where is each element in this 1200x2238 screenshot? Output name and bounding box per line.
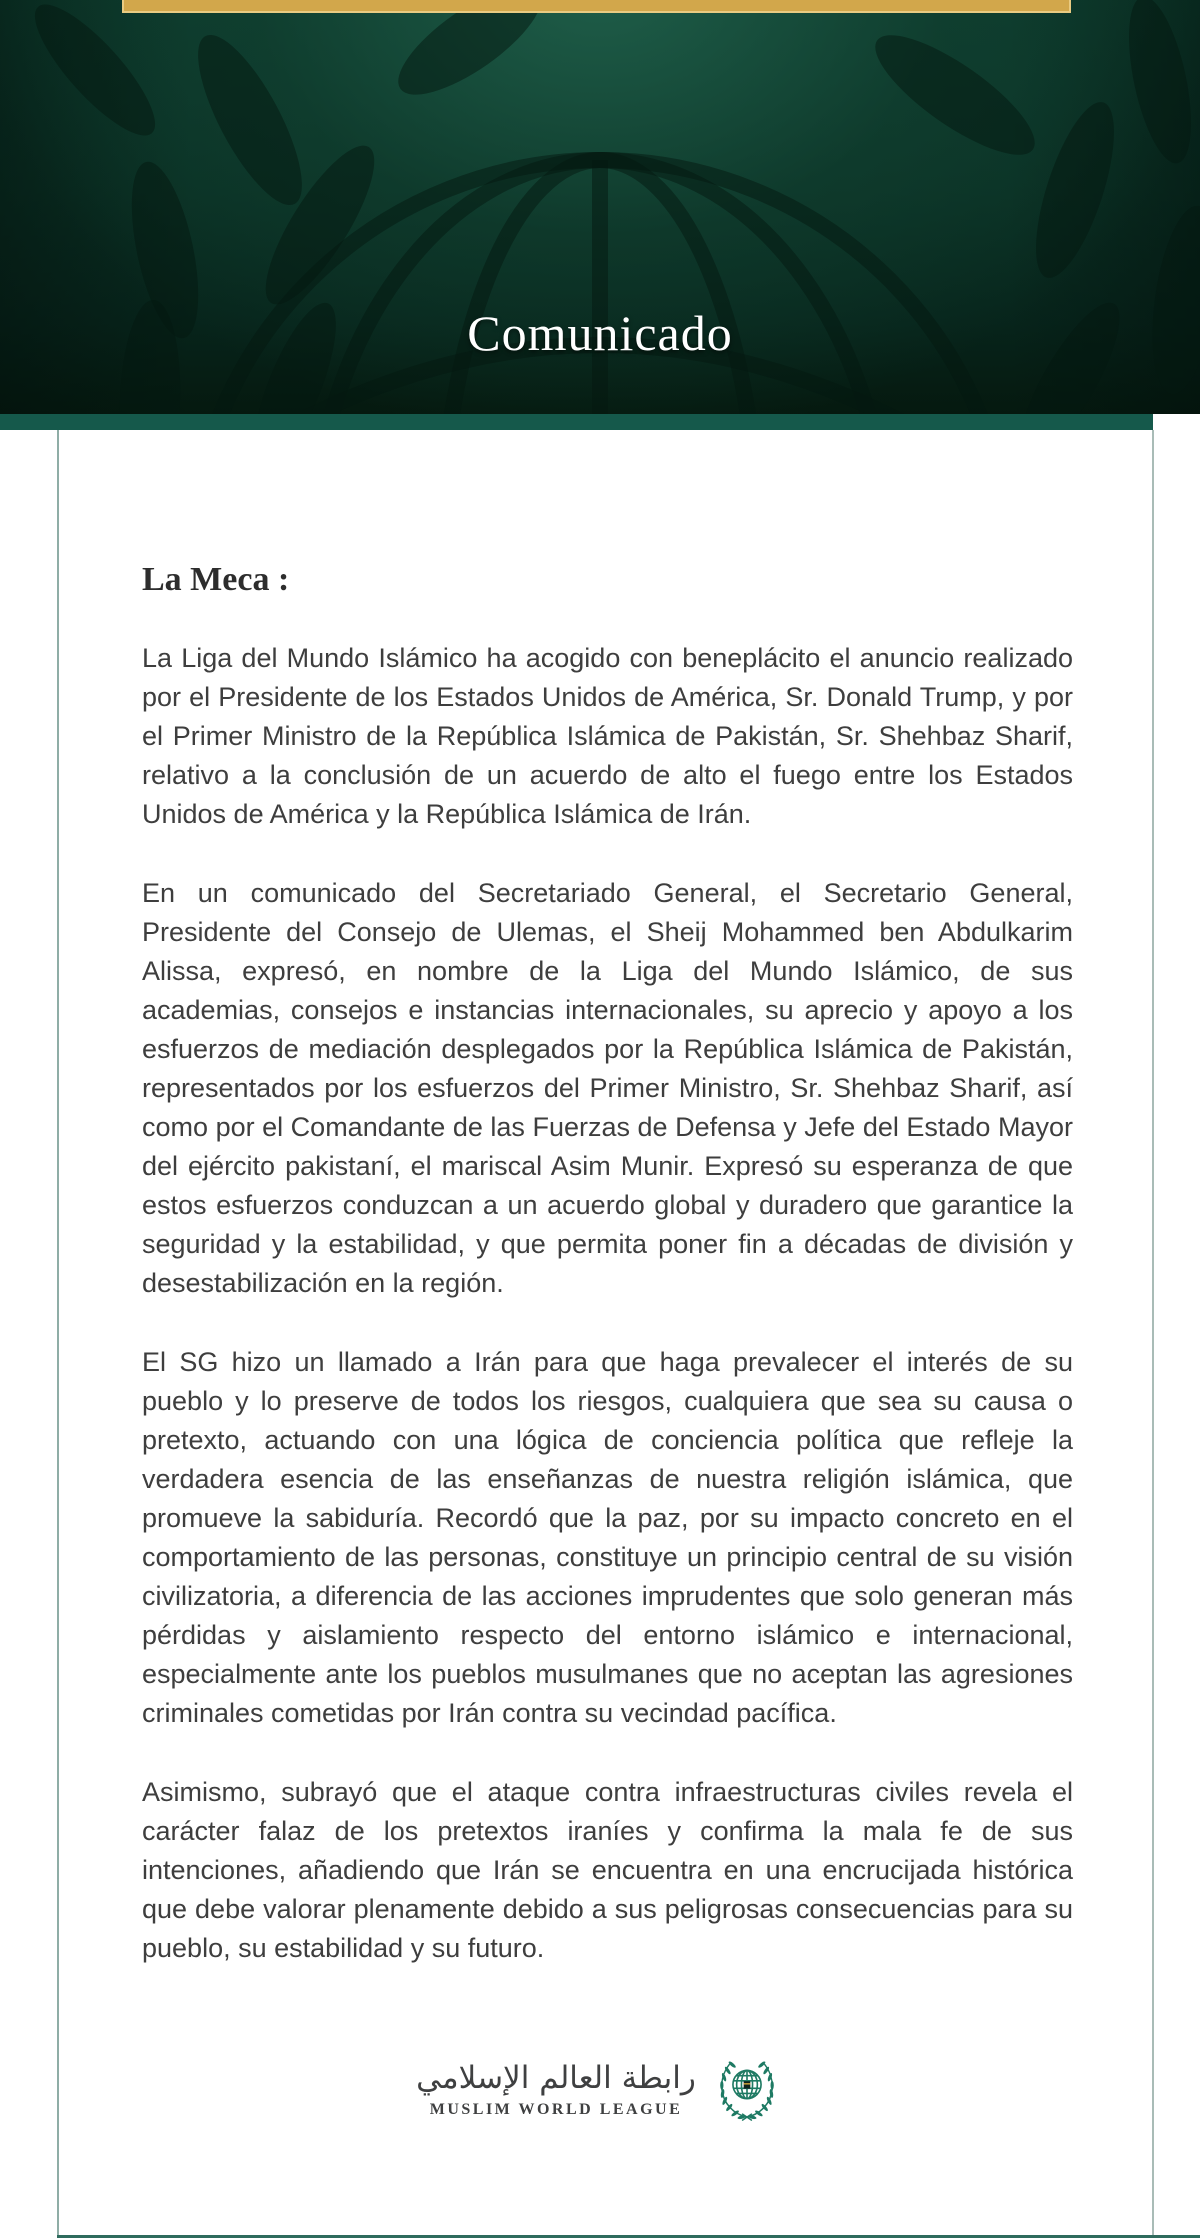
paragraph-sg-statement: En un comunicado del Secretariado General, el Secretario General, Presidente del Consejo de Ulemas, el Sheij Mohammed ben Abdulkarim Alissa, expresó, en nombre de la Liga del Mundo Islámico, de sus academias, consejos e instancias internacionales, su aprecio y apoyo a los esfuerzos de mediación desplegados por la República Islámica de Pakistán, representados por los esfuerzos del Primer Ministro, Sr. Shehbaz Sharif, así como por el Comandante de las Fuerzas de Defensa y Jefe del Estado Mayor del ejército pakistaní, el mariscal Asim Munir. Expresó su esperanza de que estos esfuerzos conduzcan a un acuerdo global y duradero que garantice la seguridad y la estabilidad, y que permita poner fin a décadas de división y desestabilización en la región. xyxy=(142,878,1073,1298)
paragraph-conclusion: Asimismo, subrayó que el ataque contra infraestructuras civiles revela el carácter falaz de los pretextos iraníes y confirma la mala fe de sus intenciones, añadiendo que Irán se encuentra en una encrucijada histórica que debe valorar plenamente debido a sus peligrosas consecuencias para su pueblo, su estabilidad y su futuro. xyxy=(142,1777,1073,1963)
mwl-arabic-name: رابطة العالم الإسلامي xyxy=(416,2060,696,2097)
paragraph-call-to-iran: El SG hizo un llamado a Irán para que haga prevalecer el interés de su pueblo y lo preserve de todos los riesgos, cualquiera que sea su causa o pretexto, actuando con una lógica de conciencia política que refleje la verdadera esencia de las enseñanzas de nuestra religión islámica, que promueve la sabiduría. Recordó que la paz, por su impacto concreto en el comportamiento de las personas, constituye un principio central de su visión civilizatoria, a diferencia de las acciones imprudentes que solo generan más pérdidas y aislamiento respecto del entorno islámico e internacional, especialmente ante los pueblos musulmanes que no aceptan las agresiones criminales cometidas por Irán contra su vecindad pacífica. xyxy=(142,1347,1073,1728)
mwl-wordmark: MUSLIM WORLD LEAGUE xyxy=(429,2100,683,2118)
paragraph-announcement: La Liga del Mundo Islámico ha acogido con beneplácito el anuncio realizado por el Presidente de los Estados Unidos de América, Sr. Donald Trump, y por el Primer Ministro de la República Islámica de Pakistán, Sr. Shehbaz Sharif, relativo a la conclusión de un acuerdo de alto el fuego entre los Estados Unidos de América y la República Islámica de Irán. xyxy=(142,643,1073,829)
header-banner xyxy=(0,0,1200,414)
card-border-left xyxy=(57,430,59,2238)
header-divider xyxy=(0,414,1153,430)
mwl-logo-text xyxy=(416,2059,696,2119)
dateline-heading: La Meca : xyxy=(142,561,290,598)
card-border-right xyxy=(1152,430,1154,2238)
gold-accent-bar xyxy=(122,0,1071,13)
mwl-logo xyxy=(0,2052,1200,2126)
communique-body xyxy=(142,430,1073,1968)
mwl-emblem-icon xyxy=(710,2052,784,2126)
page-title: Comunicado xyxy=(467,305,733,361)
